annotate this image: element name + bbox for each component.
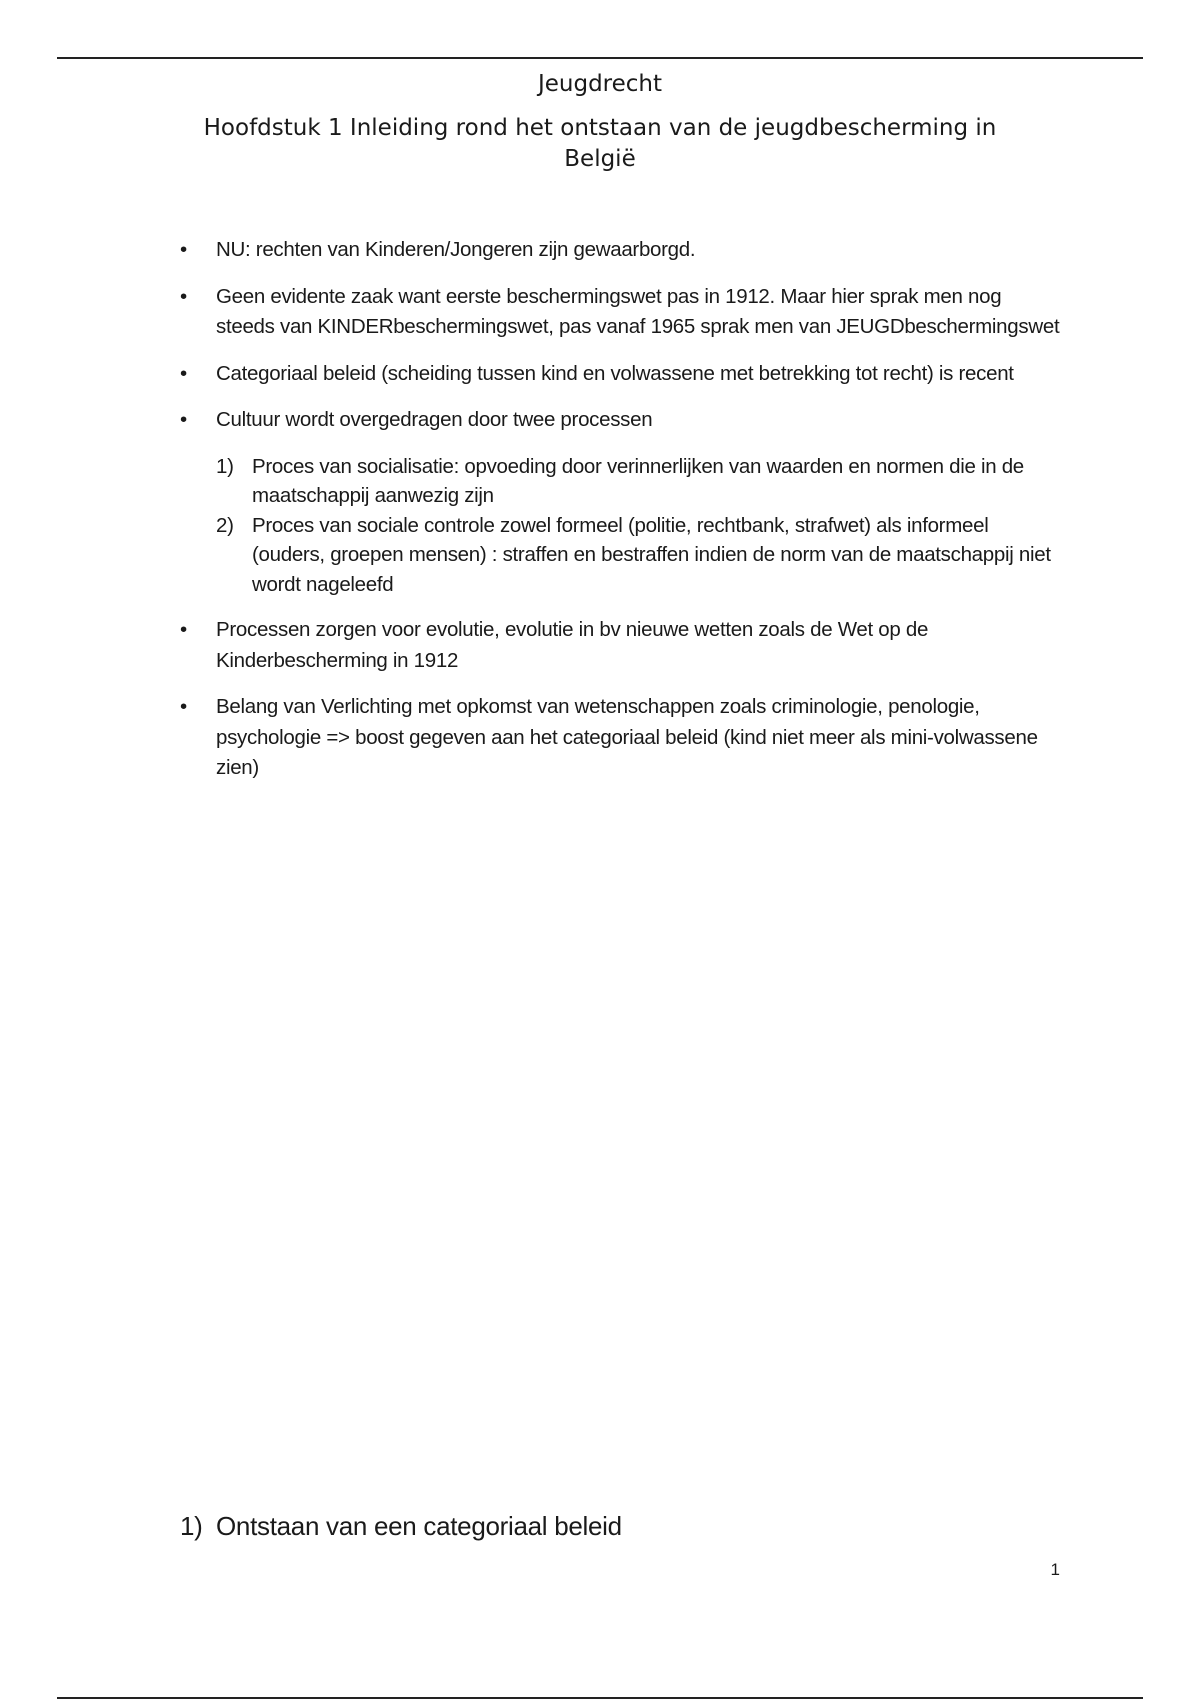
bullet-text: Categoriaal beleid (scheiding tussen kind en volwassene met betrekking tot recht) is recent — [216, 361, 1014, 385]
page-number: 1 — [1050, 1560, 1060, 1579]
document-body — [180, 235, 1060, 800]
bullet-item — [180, 235, 1060, 266]
bullet-item — [180, 615, 1060, 676]
bullet-list — [180, 235, 1060, 784]
chapter-title: Hoofdstuk 1 Inleiding rond het ontstaan van de jeugdbescherming in België — [203, 115, 997, 172]
bullet-icon: • — [180, 618, 187, 641]
bullet-text: NU: rechten van Kinderen/Jongeren zijn gewaarborgd. — [216, 238, 696, 261]
numbered-item — [216, 452, 1060, 511]
numbered-sublist — [216, 452, 1060, 600]
bullet-icon: • — [180, 695, 187, 718]
numbered-item-text: Proces van sociale controle zowel formeel (politie, rechtbank, strafwet) als informeel (ouders, groepen mensen) : straffen en bestraffen indien de norm van de maatschappij niet wordt nageleefd — [252, 513, 1051, 596]
numbered-item-text: Proces van socialisatie: opvoeding door verinnerlijken van waarden en normen die in de maatschappij aanwezig zijn — [252, 454, 1024, 507]
bullet-text: Processen zorgen voor evolutie, evolutie in bv nieuwe wetten zoals de Wet op de Kinderbescherming in 1912 — [216, 618, 929, 672]
bullet-icon: • — [180, 238, 187, 261]
section-heading — [180, 1508, 1080, 1544]
bullet-item — [180, 359, 1060, 390]
number-marker: 2) — [216, 513, 234, 537]
bullet-icon: • — [180, 361, 187, 385]
section-heading-text: Ontstaan van een categoriaal beleid — [216, 1511, 622, 1541]
bullet-text: Cultuur wordt overgedragen door twee processen — [216, 408, 653, 431]
number-marker: 1) — [216, 454, 234, 478]
bullet-text: Belang van Verlichting met opkomst van wetenschappen zoals criminologie, penologie, psychologie => boost gegeven aan het categoriaal beleid (kind niet meer als mini-volwassene zien) — [216, 695, 1038, 779]
top-rule — [57, 57, 1143, 59]
bullet-item — [180, 282, 1060, 343]
section-number: 1) — [180, 1511, 203, 1541]
bullet-item — [180, 692, 1060, 784]
bullet-icon: • — [180, 408, 187, 431]
numbered-item — [216, 511, 1060, 600]
bullet-icon: • — [180, 284, 187, 308]
bottom-rule — [57, 1697, 1143, 1699]
bullet-item — [180, 405, 1060, 599]
bullet-text: Geen evidente zaak want eerste beschermingswet pas in 1912. Maar hier sprak men nog steeds van KINDERbeschermingswet, pas vanaf 1965 sprak men van JEUGDbeschermingswet — [216, 284, 1060, 338]
document-title: Jeugdrecht — [537, 71, 663, 97]
